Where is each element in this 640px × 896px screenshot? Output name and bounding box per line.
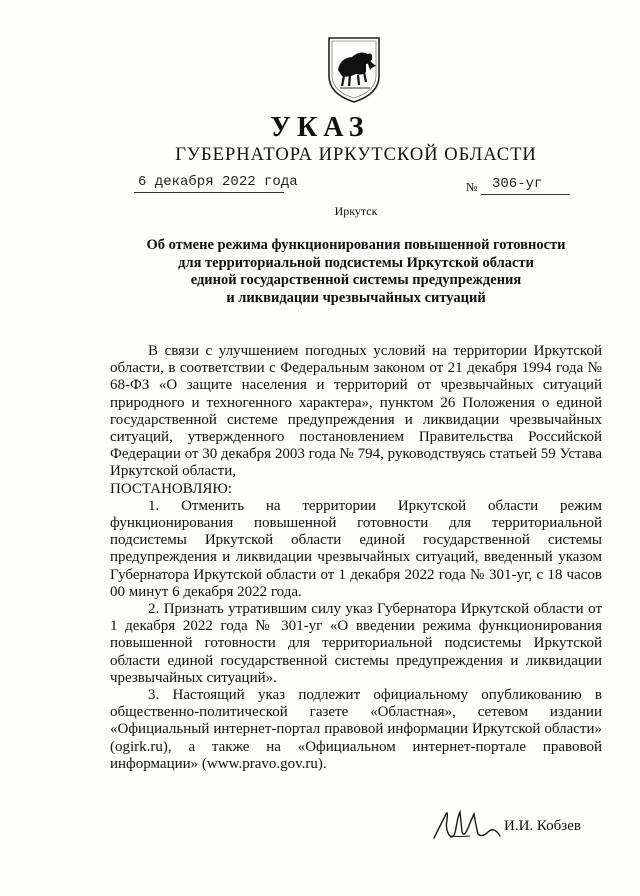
document-title: УКАЗ: [270, 112, 370, 143]
preamble-paragraph: В связи с улучшением погодных условий на территории Иркутской области, в соответствии с Федеральным законом от 21 декабря 1994 года № 68-ФЗ «О защите населения и территорий от чрезвычайных ситуаций природного и техногенного характера», пунктом 26 Положения о единой государственной системе предупреждения и ликвидации чрезвычайных ситуаций, утвержденного постановлением Правительства Российской Федерации от 30 декабря 2003 года № 794, руководствуясь статьей 59 Устава Иркутской области,: [110, 343, 602, 480]
document-date: 6 декабря 2022 года: [138, 174, 298, 190]
signer-name: И.И. Кобзев: [504, 818, 581, 834]
decree-item-1: 1. Отменить на территории Иркутской области режим функционирования повышенной готовности для территориальной подсистемы Иркутской области единой государственной системы предупреждения и ликвидации чрезвычайных ситуаций, введенный указом Губернатора Иркутской области от 1 декабря 2022 года № 301-уг, с 18 часов 00 минут 6 декабря 2022 года.: [110, 497, 602, 600]
number-underline: [481, 194, 570, 195]
document-number: 306-уг: [492, 176, 543, 192]
heading-line: и ликвидации чрезвычайных ситуаций: [226, 289, 486, 306]
heading-line: для территориальной подсистемы Иркутской области: [178, 254, 534, 271]
heading-line: единой государственной системы предупреждения: [190, 272, 522, 288]
number-prefix: №: [466, 180, 478, 194]
decree-item-2: 2. Признать утратившим силу указ Губернатора Иркутской области от 1 декабря 2022 года № 301-уг «О введении режима функционирования повышенной готовности для территориальной подсистемы Иркутской области единой государственной системы предупреждения и ликвидации чрезвычайных ситуаций».: [110, 601, 602, 686]
document-heading: [110, 237, 602, 307]
document-city: Иркутск: [334, 204, 378, 218]
handwritten-signature-icon: [430, 806, 510, 842]
decree-word: ПОСТАНОВЛЯЮ:: [110, 480, 232, 497]
decree-item-3: 3. Настоящий указ подлежит официальному опубликованию в общественно-политической газете «Областная», сетевом издании «Официальный интернет-портал правовой информации Иркутской области» (ogirk.ru), а также на «Официальном интернет-портале правовой информации» (www.pravo.gov.ru).: [110, 687, 602, 772]
irkutsk-coat-of-arms-icon: [326, 36, 382, 104]
document-subtitle: ГУБЕРНАТОРА ИРКУТСКОЙ ОБЛАСТИ: [175, 145, 537, 165]
document-body: [110, 343, 602, 773]
heading-line: Об отмене режима функционирования повышенной готовности: [146, 237, 566, 253]
date-underline: [134, 192, 284, 193]
